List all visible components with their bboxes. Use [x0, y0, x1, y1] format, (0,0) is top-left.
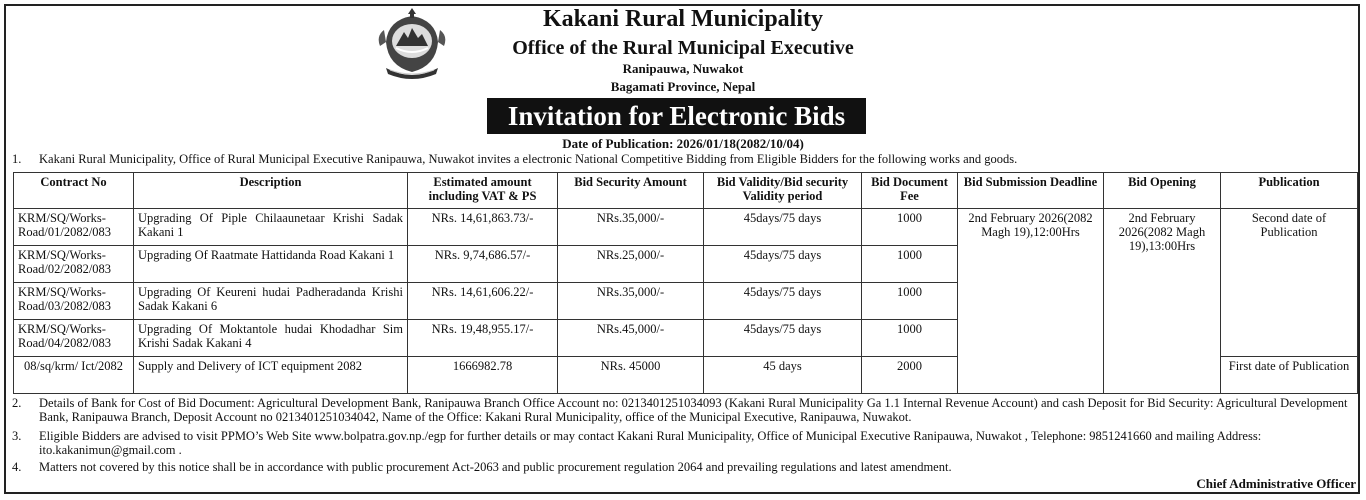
contract-no-cell: KRM/SQ/Works-Road/03/2082/083: [14, 283, 134, 320]
paragraph-1: [12, 152, 1357, 166]
municipality-title: Kakani Rural Municipality: [542, 6, 824, 32]
validity-cell: 45days/75 days: [704, 320, 862, 357]
fee-cell: 1000: [862, 246, 958, 283]
paragraph-text: Matters not covered by this notice shall be in accordance with public procurement Act-2063 and public procurement regulation 2064 and prevailing regulations and latest amendment.: [39, 460, 952, 474]
fee-cell: 1000: [862, 320, 958, 357]
publication-date: Date of Publication: 2026/01/18(2082/10/04): [562, 136, 804, 151]
bids-table: [13, 172, 1358, 394]
header-contract-no: Contract No: [14, 173, 134, 209]
paragraph-text: Kakani Rural Municipality, Office of Rural Municipal Executive Ranipauwa, Nuwakot invites a electronic National Competitive Bidding from Eligible Bidders for the following works and goods.: [39, 152, 1018, 166]
security-cell: NRs.45,000/-: [558, 320, 704, 357]
description-cell: Upgrading Of Raatmate Hattidanda Road Kakani 1: [134, 246, 408, 283]
header-submission-deadline: Bid Submission Deadline: [958, 173, 1104, 209]
office-subtitle: Office of the Rural Municipal Executive: [512, 37, 854, 59]
amount-cell: NRs. 14,61,606.22/-: [408, 283, 558, 320]
paragraph-number: 4.: [12, 460, 22, 474]
contract-no-cell: KRM/SQ/Works-Road/01/2082/083: [14, 209, 134, 246]
paragraph-number: 1.: [12, 152, 22, 166]
submission-deadline-cell: 2nd February 2026(2082 Magh 19),12:00Hrs: [958, 209, 1104, 394]
amount-cell: NRs. 9,74,686.57/-: [408, 246, 558, 283]
validity-cell: 45days/75 days: [704, 283, 862, 320]
paragraph-text: Eligible Bidders are advised to visit PPMO’s Web Site www.bolpatra.gov.np./egp for further details or may contact Kakani Rural Municipality, Office of Municipal Executive Ranipauwa, Nuwakot , Telephone: 9851241660 and mailing Address: ito.kakanimun@gmail.com .: [39, 429, 1262, 457]
bid-opening-cell: 2nd February 2026(2082 Magh 19),13:00Hrs: [1104, 209, 1221, 394]
security-cell: NRs. 45000: [558, 357, 704, 394]
amount-cell: NRs. 14,61,863.73/-: [408, 209, 558, 246]
paragraph-number: 3.: [12, 429, 22, 443]
header-bid-security: Bid Security Amount: [558, 173, 704, 209]
validity-cell: 45days/75 days: [704, 209, 862, 246]
amount-cell: NRs. 19,48,955.17/-: [408, 320, 558, 357]
fee-cell: 2000: [862, 357, 958, 394]
description-cell: Upgrading Of Moktantole hudai Khodadhar Sim Krishi Sadak Kakani 4: [134, 320, 408, 357]
paragraph-text: Details of Bank for Cost of Bid Document: Agricultural Development Bank, Ranipauwa Branch Office Account no: 0213401251034093 (Kakani Rural Municipality Ga 1.1 Internal Revenue Account) and cash Deposit for Bid Security: Agricultural Development Bank, Ranipauwa Branch, Deposit Account no 0213401251034042, Name of the Office: Kakani Rural Municipality, office of the Municipal Executive, Ranipauwa, Nuwakot.: [39, 396, 1348, 424]
validity-cell: 45 days: [704, 357, 862, 394]
fee-cell: 1000: [862, 283, 958, 320]
header-estimated-amount: Estimated amount including VAT & PS: [408, 173, 558, 209]
notice-title-banner: Invitation for Electronic Bids: [487, 98, 866, 134]
header-bid-validity: Bid Validity/Bid security Validity period: [704, 173, 862, 209]
description-cell: Supply and Delivery of ICT equipment 2082: [134, 357, 408, 394]
contract-no-cell: 08/sq/krm/ Ict/2082: [14, 357, 134, 394]
validity-cell: 45days/75 days: [704, 246, 862, 283]
fee-cell: 1000: [862, 209, 958, 246]
paragraph-number: 2.: [12, 396, 22, 410]
description-cell: Upgrading Of Piple Chilaaunetaar Krishi Sadak Kakani 1: [134, 209, 408, 246]
signature-title: Chief Administrative Officer: [1196, 476, 1356, 491]
paragraph-3: [12, 429, 1357, 457]
security-cell: NRs.35,000/-: [558, 209, 704, 246]
publication-second-cell: Second date of Publication: [1221, 209, 1358, 357]
security-cell: NRs.25,000/-: [558, 246, 704, 283]
header-bid-opening: Bid Opening: [1104, 173, 1221, 209]
table-header-row: [14, 173, 1358, 209]
contract-no-cell: KRM/SQ/Works-Road/04/2082/083: [14, 320, 134, 357]
table-row: [14, 209, 1358, 246]
paragraph-4: [12, 460, 1357, 474]
contract-no-cell: KRM/SQ/Works-Road/02/2082/083: [14, 246, 134, 283]
header-publication: Publication: [1221, 173, 1358, 209]
address-line-1: Ranipauwa, Nuwakot: [622, 61, 744, 76]
publication-first-cell: First date of Publication: [1221, 357, 1358, 394]
address-line-2: Bagamati Province, Nepal: [610, 79, 756, 94]
amount-cell: 1666982.78: [408, 357, 558, 394]
header-description: Description: [134, 173, 408, 209]
description-cell: Upgrading Of Keureni hudai Padheradanda Krishi Sadak Kakani 6: [134, 283, 408, 320]
header-document-fee: Bid Document Fee: [862, 173, 958, 209]
security-cell: NRs.35,000/-: [558, 283, 704, 320]
paragraph-2: [12, 396, 1357, 424]
